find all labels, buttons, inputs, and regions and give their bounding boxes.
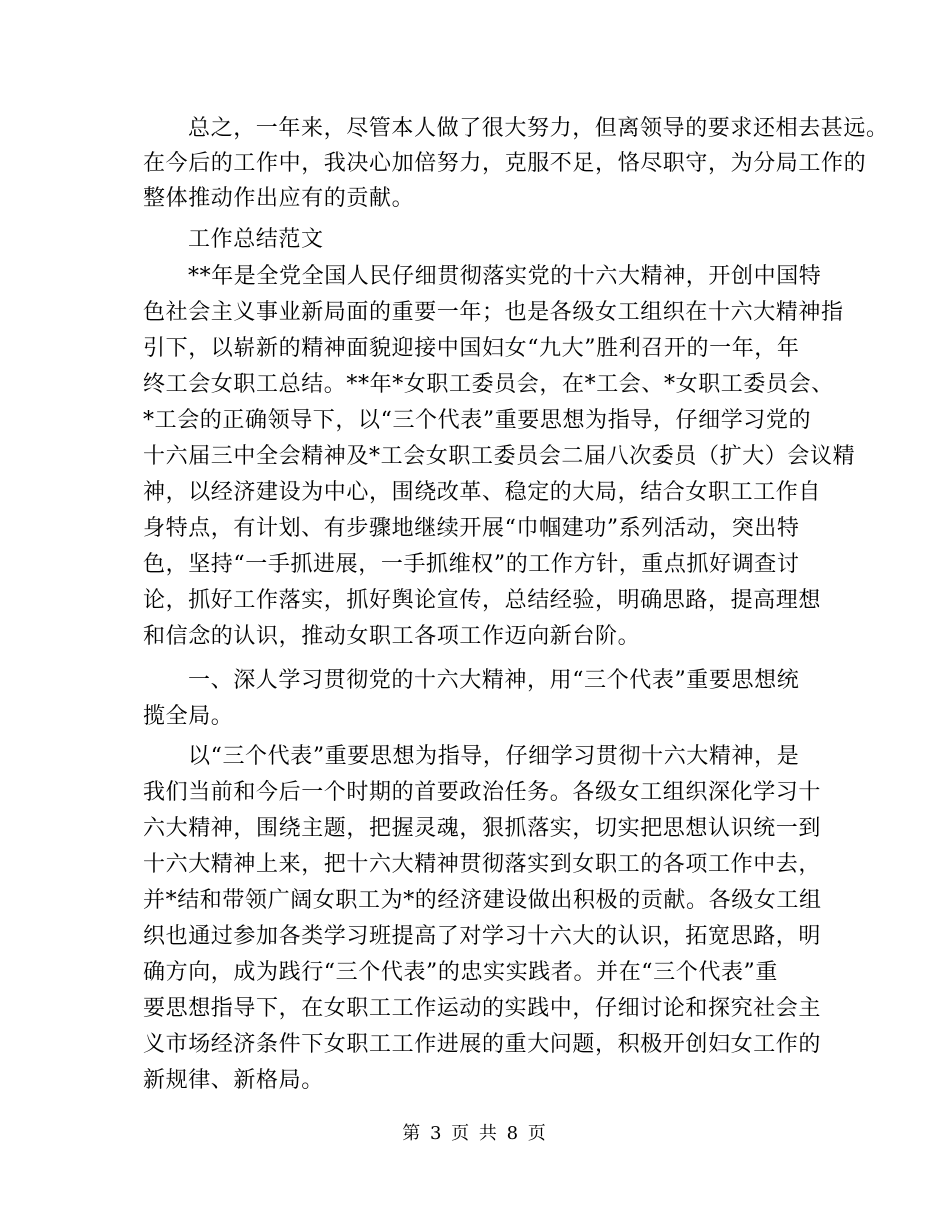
text-line: 织也通过参加各类学习班提高了对学习十六大的认识，拓宽思路，明	[143, 924, 822, 949]
text-line: 终工会女职工总结。**年*女职工委员会，在*工会、*女职工委员会、	[143, 372, 834, 397]
section-heading: 揽全局。	[143, 704, 234, 729]
text-line: 整体推动作出应有的贡献。	[143, 186, 415, 211]
text-line: 十六届三中全会精神及*工会女职工委员会二届八次委员（扩大）会议精	[143, 444, 856, 469]
text-line: 十六大精神上来，把十六大精神贯彻落实到女职工的各项工作中去，	[143, 852, 822, 877]
text-line: 六大精神，围绕主题，把握灵魂，狠抓落实，切实把思想认识统一到	[143, 816, 822, 841]
text-line: 色，坚持“一手抓进展，一手抓维权”的工作方针，重点抓好调查讨	[143, 552, 800, 577]
text-line: 论，抓好工作落实，抓好舆论宣传，总结经验，明确思路，提高理想	[143, 588, 822, 613]
text-line: 以“三个代表”重要思想为指导，仔细学习贯彻十六大精神，是	[188, 744, 800, 769]
text-line: 要思想指导下，在女职工工作运动的实践中，仔细讨论和探究社会主	[143, 996, 822, 1021]
text-line: 义市场经济条件下女职工工作进展的重大问题，积极开创妇女工作的	[143, 1032, 822, 1057]
text-line: 色社会主义事业新局面的重要一年；也是各级女工组织在十六大精神指	[143, 300, 844, 325]
text-line: 在今后的工作中，我决心加倍努力，克服不足，恪尽职守，为分局工作的	[143, 151, 867, 176]
text-line: 并*结和带领广阔女职工为*的经济建设做出积极的贡献。各级女工组	[143, 888, 822, 913]
text-line: 身特点，有计划、有步骤地继续开展“巾帼建功”系列活动，突出特	[143, 516, 800, 541]
text-line: 总之，一年来，尽管本人做了很大努力，但离领导的要求还相去甚远。	[188, 116, 889, 141]
section-title: 工作总结范文	[188, 227, 324, 252]
section-heading: 一、深人学习贯彻党的十六大精神，用“三个代表”重要思想统	[188, 668, 800, 693]
text-line: 和信念的认识，推动女职工各项工作迈向新台阶。	[143, 624, 641, 649]
text-line: 确方向，成为践行“三个代表”的忠实实践者。并在“三个代表”重	[143, 960, 778, 985]
text-line: 我们当前和今后一个时期的首要政治任务。各级女工组织深化学习十	[143, 780, 822, 805]
page-number-footer: 第 3 页 共 8 页	[402, 1123, 548, 1144]
text-line: *工会的正确领导下，以“三个代表”重要思想为指导，仔细学习党的	[143, 408, 812, 433]
text-line: 新规律、新格局。	[143, 1068, 324, 1093]
text-line: 引下，以崭新的精神面貌迎接中国妇女“九大”胜利召开的一年，年	[143, 336, 800, 361]
text-line: 神，以经济建设为中心，围绕改革、稳定的大局，结合女职工工作自	[143, 480, 822, 505]
text-line: **年是全党全国人民仔细贯彻落实党的十六大精神，开创中国特	[188, 264, 822, 289]
